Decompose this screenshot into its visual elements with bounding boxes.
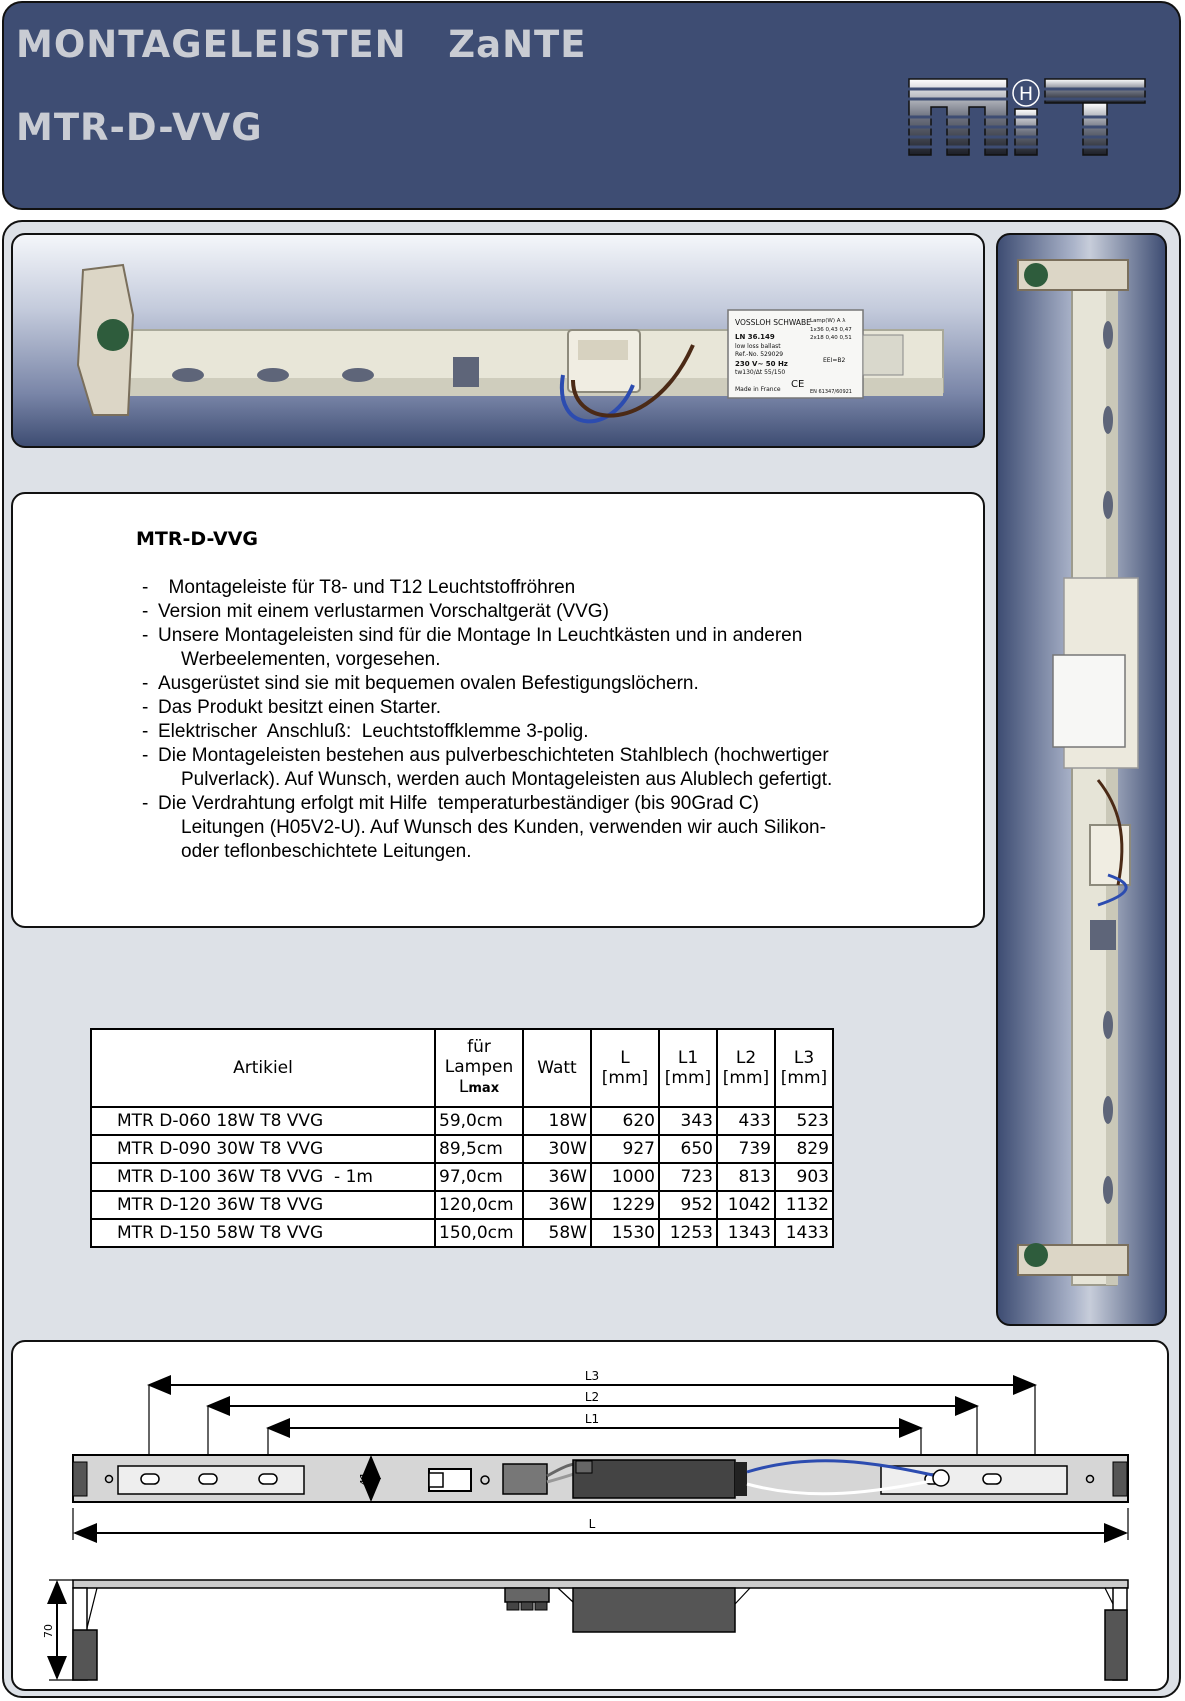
ballast-table-row1: 1x36 0,43 0,47 — [810, 327, 852, 333]
description-title: MTR-D-VVG — [136, 528, 259, 550]
feature-item: - Montageleiste für T8- und T12 Leuchtstoffröhren — [142, 577, 576, 598]
feature-item: - Ausgerüstet sind sie mit bequemen ovalen Befestigungslöchern. — [142, 673, 699, 694]
feature-list — [136, 576, 832, 864]
table-row — [91, 1107, 833, 1135]
ballast-shape — [573, 1460, 735, 1498]
cell-lamp: 150,0cm — [435, 1219, 523, 1247]
cell-l3: 523 — [775, 1107, 833, 1135]
ballast-brand-label: VOSSLOH SCHWABE — [735, 318, 811, 327]
cell-l2: 813 — [717, 1163, 775, 1191]
description-box — [11, 492, 985, 928]
mounting-rail-photo-vertical — [998, 235, 1167, 1326]
cell-lamp: 59,0cm — [435, 1107, 523, 1135]
cell-l1: 650 — [659, 1135, 717, 1163]
feature-item: - Die Montageleisten bestehen aus pulverbeschichteten Stahlblech (hochwertiger Pulverlack). Auf Wunsch, werden auch Montageleisten aus Alublech gefertigt. — [142, 745, 833, 790]
spec-table — [90, 1028, 834, 1248]
dim-label-l3: L3 — [584, 1369, 600, 1383]
table-row — [91, 1135, 833, 1163]
cell-name: MTR D-090 30W T8 VVG — [91, 1135, 435, 1163]
ballast-table-row2: 2x18 0,40 0,51 — [810, 335, 852, 341]
cell-l: 1530 — [591, 1219, 659, 1247]
cell-lamp: 97,0cm — [435, 1163, 523, 1191]
ballast-temp-label: tw130/Δt 55/150 — [735, 369, 786, 376]
header-banner — [2, 1, 1181, 210]
cell-l1: 952 — [659, 1191, 717, 1219]
cell-name: MTR D-120 36W T8 VVG — [91, 1191, 435, 1219]
cell-lamp: 120,0cm — [435, 1191, 523, 1219]
cell-l1: 723 — [659, 1163, 717, 1191]
cell-l2: 1042 — [717, 1191, 775, 1219]
ballast-model-label: LN 36.149 — [735, 333, 775, 341]
feature-item: - Version mit einem verlustarmen Vorschaltgerät (VVG) — [142, 601, 609, 622]
ballast-type-label: low loss ballast — [735, 343, 781, 350]
cell-l: 927 — [591, 1135, 659, 1163]
cell-name: MTR D-100 36W T8 VVG - 1m — [91, 1163, 435, 1191]
table-row — [91, 1219, 833, 1247]
feature-item: - Elektrischer Anschluß: Leuchtstoffklemme 3-polig. — [142, 721, 589, 742]
dim-label-side-height: 70 — [42, 1624, 55, 1638]
ballast-origin-label: Made in France — [735, 386, 781, 393]
feature-item: - Die Verdrahtung erfolgt mit Hilfe temperaturbeständiger (bis 90Grad C) Leitungen (H05V2-U). Auf Wunsch des Kunden, verwenden wir auch Silikon- oder teflonbeschichtete Leitungen. — [142, 793, 826, 862]
cell-l2: 1343 — [717, 1219, 775, 1247]
cell-l3: 1132 — [775, 1191, 833, 1219]
cell-watt: 36W — [523, 1163, 591, 1191]
cell-l2: 433 — [717, 1107, 775, 1135]
logo-letter: H — [1018, 83, 1034, 105]
cell-watt: 58W — [523, 1219, 591, 1247]
ballast-ce-label: CE — [791, 379, 805, 390]
product-photo-horizontal — [11, 233, 985, 448]
mit-logo — [907, 77, 1147, 157]
feature-item: - Das Produkt besitzt einen Starter. — [142, 697, 442, 718]
header-l1: L1 [mm] — [659, 1029, 717, 1107]
technical-drawing — [11, 1340, 1169, 1691]
table-row — [91, 1163, 833, 1191]
terminal-block — [503, 1464, 547, 1494]
page-title: MONTAGELEISTEN ZaNTE — [16, 23, 587, 66]
dim-label-l1: L1 — [584, 1412, 600, 1426]
ballast-eei-label: EEI=B2 — [823, 357, 846, 364]
cell-l: 620 — [591, 1107, 659, 1135]
ballast-voltage-label: 230 V~ 50 Hz — [735, 360, 788, 368]
cell-watt: 18W — [523, 1107, 591, 1135]
ballast-ref-label: Ref.-No. 529029 — [735, 351, 784, 358]
header-lamp-length: für Lampen Lmax — [435, 1029, 523, 1107]
cell-l: 1229 — [591, 1191, 659, 1219]
mounting-rail-photo — [13, 235, 985, 448]
cell-l1: 1253 — [659, 1219, 717, 1247]
feature-item: - Unsere Montageleisten sind für die Montage In Leuchtkästen und in anderen Werbeelementen, vorgesehen. — [142, 625, 803, 670]
cell-lamp: 89,5cm — [435, 1135, 523, 1163]
rail-side-view — [73, 1580, 1128, 1588]
cell-l3: 829 — [775, 1135, 833, 1163]
cell-watt: 30W — [523, 1135, 591, 1163]
cell-watt: 36W — [523, 1191, 591, 1219]
cell-l2: 739 — [717, 1135, 775, 1163]
cell-l3: 1433 — [775, 1219, 833, 1247]
cell-l3: 903 — [775, 1163, 833, 1191]
table-header-row — [91, 1029, 833, 1107]
page-subtitle: MTR-D-VVG — [16, 106, 263, 149]
table-row — [91, 1191, 833, 1219]
dimension-drawing — [13, 1342, 1169, 1691]
header-l: L [mm] — [591, 1029, 659, 1107]
cell-l: 1000 — [591, 1163, 659, 1191]
dim-label-height: 41 — [358, 1472, 371, 1486]
ballast-norm-label: EN 61347/60921 — [810, 389, 852, 395]
dim-label-l2: L2 — [584, 1390, 600, 1404]
cell-l1: 343 — [659, 1107, 717, 1135]
dim-label-l: L — [588, 1517, 596, 1531]
header-l3: L3 [mm] — [775, 1029, 833, 1107]
header-watt: Watt — [523, 1029, 591, 1107]
cell-name: MTR D-060 18W T8 VVG — [91, 1107, 435, 1135]
header-l2: L2 [mm] — [717, 1029, 775, 1107]
cell-name: MTR D-150 58W T8 VVG — [91, 1219, 435, 1247]
product-photo-vertical — [996, 233, 1167, 1326]
header-artikel: Artikiel — [91, 1029, 435, 1107]
ballast-table-head: Lamp(W) A λ — [810, 318, 846, 324]
